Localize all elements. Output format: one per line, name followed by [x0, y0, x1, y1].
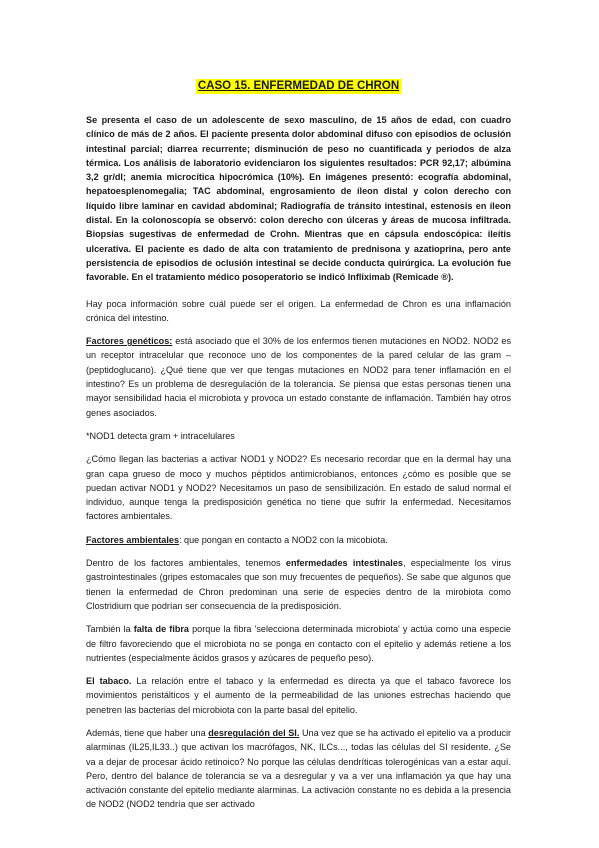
infections-bold: enfermedades intestinales: [285, 558, 403, 569]
document-title: CASO 15. ENFERMEDAD DE CHRON: [197, 80, 400, 92]
bacteria-paragraph: ¿Cómo llegan las bacterias a activar NOD1 y NOD2? Es necesario recordar que en la dermal hay una gran capa grueso de moco y muchos péptidos antimicrobianos, entonces ¿cómo es posible que se puedan activar NOD1 y NOD2? Necesitamos un paso de sensibilización. En estado de salud normal el individuo, aunque tenga la predisposición genética no tiene que sufrir la enfermedad. Necesitamos factores ambientales.: [86, 454, 511, 522]
infections-text-pre: Dentro de los factores ambientales, tenemos: [86, 558, 286, 569]
environmental-factors-text: : que pongan en contacto a NOD2 con la micobiota.: [179, 534, 388, 545]
fiber-paragraph: [86, 622, 511, 665]
title-wrap: [86, 0, 511, 94]
genetic-factors-paragraph: [86, 334, 511, 420]
dysregulation-paragraph: [86, 726, 511, 812]
nod1-note: *NOD1 detecta gram + intracelulares: [86, 430, 235, 441]
genetic-factors-text: está asociado que el 30% de los enfermos tienen mutaciones en NOD2. NOD2 es un receptor intracelular que reconoce uno de los componentes de la pared celular de las gram – (peptidoglucano). ¿Qué tiene que ver que tengas mutaciones en NOD2 para tener inflamación en el intestino? Es un problema de desregulación de la tolerancia. Se piensa que estas personas tienen una mayor sensibilidad hacia el microbiota y provoca un estado constante de inflamación. También hay otros genes asociados.: [86, 336, 511, 418]
tobacco-text: La relación entre el tabaco y la enfermedad es directa ya que el tabaco favorece los movimientos peristálticos y el aumento de la permeabilidad de las uniones estrechas haciendo que penetren las bacterias del microbiota con la parte basal del epitelio.: [86, 676, 511, 715]
fiber-text-post: porque la fibra 'selecciona determinada microbiota' y actúa como una especie de filtro favoreciendo que el microbiota no se ponga en contacto con el epitelio y además retiene a los nutrientes (especialmente ácidos grasos y azúcares de pequeño peso).: [86, 624, 511, 663]
environmental-factors-paragraph: [86, 533, 511, 547]
fiber-bold: falta de fibra: [133, 624, 189, 635]
tobacco-bold: El tabaco.: [86, 676, 132, 687]
tobacco-paragraph: [86, 674, 511, 717]
infections-paragraph: [86, 556, 511, 613]
dysregulation-text-post: Una vez que se ha activado el epitelio va a producir alarminas (IL25,IL33..) que activan los macrófagos, NK, ILCs..., todas las células del SI residente. ¿Se va a dejar de procesar ácido retinoico? No porque las células dendríticas tolerogénicas van a estar aquí. Pero, dentro del balance de tolerancia se va a desregular y va a ver una inflamación ya que hay una activación constante del epitelio mediante alarminas. La activación constante no es debida a la presencia de NOD2 (NOD2 tendría que ser activado: [86, 727, 511, 810]
infections-text-post: , especialmente los virus gastrointestinales (gripes estomacales que son muy frecuentes de pequeños). Se sabe que algunos que tienen la enfermedad de Chron predominan una serie de especies dentro de la mirobiota como Clostridium que podrían ser consecuencia de la predisposición.: [86, 558, 511, 611]
dysregulation-text-pre: Además, tiene que haber una: [86, 727, 209, 738]
intro-paragraph: Hay poca información sobre cuál puede ser el origen. La enfermedad de Chron es una inflamación crónica del intestino.: [86, 298, 511, 323]
case-description: Se presenta el caso de un adolescente de sexo masculino, de 15 años de edad, con cuadro clínico de más de 2 años. El paciente presenta dolor abdominal difuso con episodios de oclusión intestinal parcial; diarrea recurrente; disminución de peso no cuantificada y periodos de alza térmica. Los análisis de laboratorio evidenciaron los siguientes resultados: PCR 92,17; albúmina 3,2 gr/dl; anemia microcítica hipocrómica (10%). En imágenes presentó: ecografía abdominal, hepatoesplenomegalia; TAC abdominal, engrosamiento de íleon distal y colon derecho con líquido libre laminar en cavidad abdominal; Radiografía de tránsito intestinal, estenosis en íleon distal. En la colonoscopía se observó: colon derecho con úlceras y áreas de mucosa infiltrada. Biopsias sugestivas de enfermedad de Crohn. Mientras que en cápsula endoscópica: ileítis ulcerativa. El paciente es dado de alta con tratamiento de prednisona y azatioprina, pero ante persistencia de episodios de oclusión intestinal se decide conducta quirúrgica. La evolución fue favorable. En el tratamiento médico posoperatorio se indicó Infliximab (Remicade ®).: [86, 115, 511, 283]
fiber-text-pre: También la: [86, 624, 134, 635]
genetic-factors-heading: Factores genéticos:: [86, 336, 173, 347]
environmental-factors-heading: Factores ambientales: [86, 534, 179, 545]
dysregulation-heading: desregulación del SI.: [208, 727, 300, 738]
